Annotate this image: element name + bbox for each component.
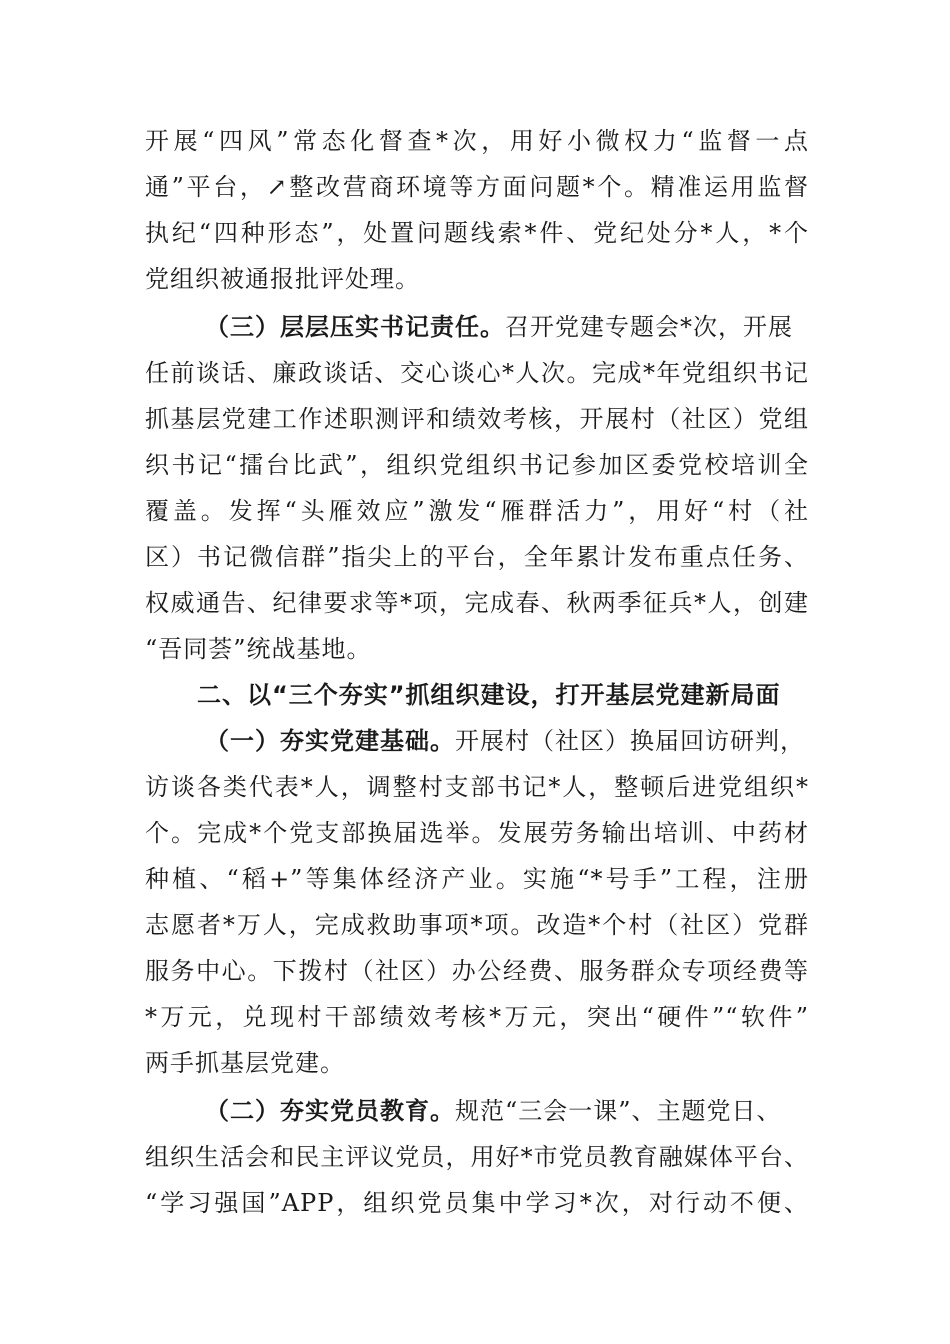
paragraph-member-education: [145, 1088, 809, 1226]
text-line: 任前谈话、廉政谈话、交心谈心*人次。完成*年党组织书记: [145, 359, 809, 387]
text-line: 两手抓基层党建。: [145, 1049, 345, 1077]
text-line: 权威通告、纪律要求等*项，完成春、秋两季征兵*人，创建: [145, 589, 809, 617]
text-line: 抓基层党建工作述职测评和绩效考核，开展村（社区）党组: [145, 405, 809, 433]
text-line: [145, 718, 809, 764]
text-line: 通”平台，↗整改营商环境等方面问题*个。精准运用监督: [145, 173, 809, 201]
text-line: 覆盖。发挥“头雁效应”激发“雁群活力”，用好“村（社: [145, 497, 809, 525]
paragraph-supervision: [145, 118, 809, 302]
text-span: 规范“三会一课”、主题党日、: [455, 1097, 782, 1125]
text-line: 个。完成*个党支部换届选举。发展劳务输出培训、中药材: [145, 819, 809, 847]
text-line: [145, 1088, 809, 1134]
text-line: 区）书记微信群”指尖上的平台，全年累计发布重点任务、: [145, 543, 809, 571]
text-line: “学习强国”APP，组织党员集中学习*次，对行动不便、: [145, 1189, 809, 1217]
paragraph-party-foundation: [145, 718, 809, 1086]
text-line: 访谈各类代表*人，调整村支部书记*人，整顿后进党组织*: [145, 773, 809, 801]
text-span: 召开党建专题会*次，开展: [505, 313, 793, 341]
text-line: 党组织被通报批评处理。: [145, 265, 420, 293]
text-line: 织书记“擂台比武”，组织党组织书记参加区委党校培训全: [145, 451, 809, 479]
subsection-title: （一）夯实党建基础。: [205, 727, 455, 755]
text-line: *万元，兑现村干部绩效考核*万元，突出“硬件”“软件”: [145, 1003, 809, 1031]
subsection-title: （三）层层压实书记责任。: [205, 313, 505, 341]
text-line: 种植、“稻+”等集体经济产业。实施“*号手”工程，注册: [145, 865, 809, 893]
text-line: 组织生活会和民主评议党员，用好*市党员教育融媒体平台、: [145, 1143, 809, 1171]
section-heading: 二、以“三个夯实”抓组织建设，打开基层党建新局面: [197, 681, 781, 709]
paragraph-secretary-responsibility: [145, 304, 809, 672]
text-line: “吾同荟”统战基地。: [145, 635, 372, 663]
text-line: [145, 304, 809, 350]
text-line: 执纪“四种形态”，处置问题线索*件、党纪处分*人，*个: [145, 219, 809, 247]
text-line: 服务中心。下拨村（社区）办公经费、服务群众专项经费等: [145, 957, 809, 985]
text-line: 志愿者*万人，完成救助事项*项。改造*个村（社区）党群: [145, 911, 809, 939]
text-span: 开展村（社区）换届回访研判，: [455, 727, 805, 755]
subsection-title: （二）夯实党员教育。: [205, 1097, 455, 1125]
text-line: 开展“四风”常态化督查*次，用好小微权力“监督一点: [145, 127, 809, 155]
document-page: [145, 118, 809, 1226]
